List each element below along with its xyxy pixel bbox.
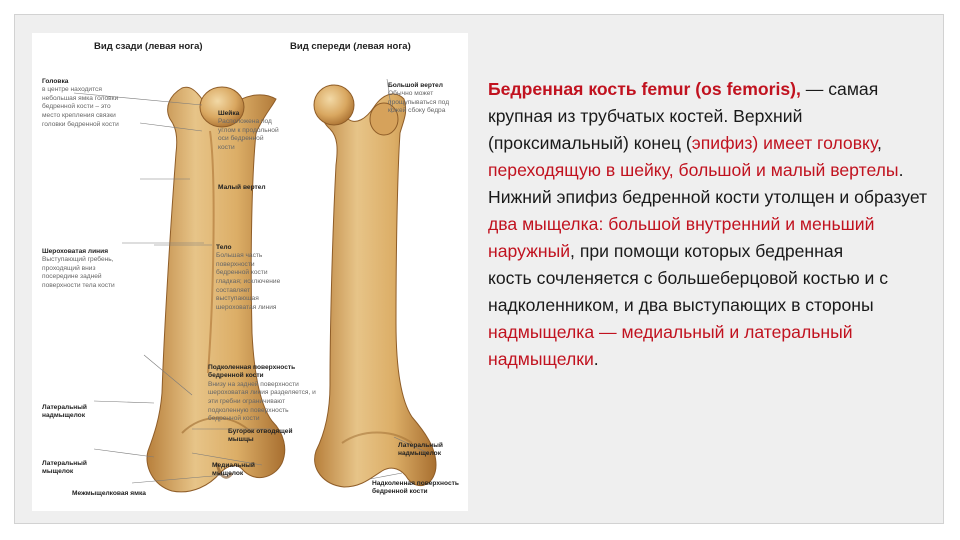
femur-illustration bbox=[32, 33, 468, 511]
femur-description bbox=[488, 76, 928, 373]
label-intercondylar-fossa: Межмыщелковая ямка bbox=[72, 489, 146, 497]
label-body: Тело Большая часть поверхности бедренной кости гладкая; исключение составляет выступающая шероховатая линия bbox=[216, 243, 281, 311]
highlight-epiphysis: эпифиз) имеет головку bbox=[691, 133, 877, 153]
label-linea-aspera: Шероховатая линия Выступающий гребень, проходящий вниз посередине задней поверхности тела кости bbox=[42, 247, 115, 289]
label-neck: Шейка Расположена под углом к продольной оси бедренной кости bbox=[218, 109, 279, 151]
description-intro: — самая крупная из трубчатых костей. Верхний (проксимальный) конец ( bbox=[488, 79, 879, 153]
label-greater-trochanter: Большой вертел Обычно может прощупываться под кожей сбоку бедра bbox=[388, 81, 450, 115]
description-lower-epiphysis: . Нижний эпифиз бедренной кости утолщен и образует bbox=[488, 160, 928, 207]
label-adductor-tubercle: Бугорок отводящей мышцы bbox=[228, 427, 293, 444]
label-lateral-epicondyle-back: Латеральный надмыщелок bbox=[42, 403, 87, 420]
description-comma: , bbox=[877, 133, 882, 153]
label-lateral-epicondyle-front: Латеральный надмыщелок bbox=[398, 441, 443, 458]
description-title: Бедренная кость femur (os femoris), bbox=[488, 79, 801, 99]
label-patellar-surface: Надколенная поверхность бедренной кости bbox=[372, 479, 459, 496]
femur-front-view bbox=[314, 85, 436, 487]
description-articulation: , при помощи которых бедренная bbox=[570, 241, 844, 261]
highlight-epicondyles: надмыщелка — медиальный и латеральный надмыщелки bbox=[488, 322, 853, 369]
highlight-neck-trochanters: переходящую в шейку, большой и малый вертелы bbox=[488, 160, 899, 180]
label-lesser-trochanter: Малый вертел bbox=[218, 183, 266, 191]
label-lateral-condyle-back: Латеральный мыщелок bbox=[42, 459, 87, 476]
label-medial-condyle: Медиальный мыщелок bbox=[212, 461, 255, 478]
description-joints: кость сочленяется с большеберцовой костью и с надколенником, и два выступающих в стороны bbox=[488, 268, 889, 315]
highlight-condyles: два мыщелка: большой внутренний и меньший наружный bbox=[488, 214, 875, 261]
description-end: . bbox=[593, 349, 599, 369]
back-view-title: Вид сзади (левая нога) bbox=[94, 41, 203, 52]
label-head: Головка в центре находится небольшая ямка головки бедренной кости – это место крепления связки головки бедренной кости bbox=[42, 77, 119, 128]
front-view-title: Вид спереди (левая нога) bbox=[290, 41, 411, 52]
label-popliteal-surface: Подколенная поверхность бедренной кости Внизу на задней поверхности шероховатая линия разделяется, и эти гребни ограничивают подколенную поверхность бедренной кости bbox=[208, 363, 316, 423]
